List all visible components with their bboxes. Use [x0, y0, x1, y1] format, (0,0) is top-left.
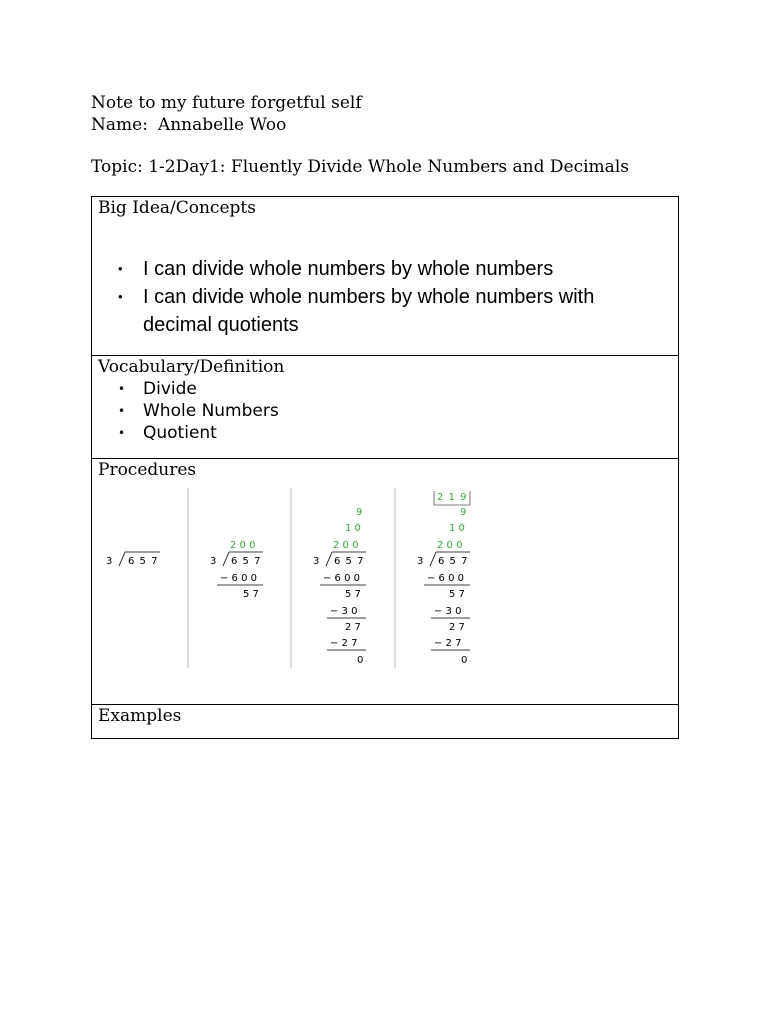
subtract-30: − 3 0 [434, 606, 462, 617]
dividend-text: 6 5 7 [438, 556, 469, 567]
subtract-30: − 3 0 [330, 606, 358, 617]
long-division-steps [98, 481, 678, 681]
subtract-600: − 6 0 0 [427, 573, 465, 584]
divisor-text: 3 [106, 556, 113, 567]
division-step-2 [210, 540, 263, 600]
notes-table [91, 196, 679, 739]
dividend-text: 6 5 7 [334, 556, 365, 567]
divisor-text: 3 [210, 556, 217, 567]
division-step-3 [313, 507, 366, 666]
remainder-27: 2 7 [345, 622, 361, 633]
topic-line: Topic: 1-2Day1: Fluently Divide Whole Numbers and Decimals [91, 157, 629, 177]
name-value: Annabelle Woo [157, 115, 287, 135]
divisor-text: 3 [417, 556, 424, 567]
note-line: Note to my future forgetful self [91, 93, 362, 113]
list-item: • I can divide whole numbers by whole numbers [98, 255, 672, 283]
remainder-57: 5 7 [449, 589, 465, 600]
partial-quotient-10: 1 0 [449, 523, 465, 534]
partial-quotient-9: 9 [460, 507, 467, 518]
list-item: • Divide [98, 378, 672, 400]
remainder-57: 5 7 [243, 589, 259, 600]
subtract-27: − 2 7 [434, 638, 462, 649]
procedures-cell [92, 459, 679, 705]
list-item: • Whole Numbers [98, 400, 672, 422]
vocabulary-list [98, 378, 672, 444]
name-line [91, 114, 286, 136]
list-item-text-cont: decimal quotients [143, 314, 299, 336]
dividend-text: 6 5 7 [128, 556, 159, 567]
examples-title: Examples [98, 706, 182, 726]
dividend-text: 6 5 7 [231, 556, 262, 567]
answer-219: 2 1 9 [437, 492, 468, 503]
partial-quotient-9: 9 [356, 507, 363, 518]
list-item-text: I can divide whole numbers by whole numbers with [143, 286, 595, 308]
list-item: • Quotient [98, 422, 672, 444]
subtract-27: − 2 7 [330, 638, 358, 649]
remainder-57: 5 7 [345, 589, 361, 600]
partial-quotient-10: 1 0 [345, 523, 361, 534]
name-label: Name: [91, 115, 148, 135]
vocabulary-cell [92, 356, 679, 459]
big-idea-list [98, 255, 672, 339]
partial-quotient-200: 2 0 0 [333, 540, 359, 551]
list-item [98, 283, 672, 339]
remainder-0: 0 [357, 655, 364, 666]
division-step-4 [417, 491, 470, 666]
subtract-600: − 6 0 0 [220, 573, 258, 584]
divisor-text: 3 [313, 556, 320, 567]
examples-cell [92, 705, 679, 739]
procedures-row [92, 459, 679, 705]
big-idea-cell [92, 197, 679, 356]
subtract-600: − 6 0 0 [323, 573, 361, 584]
remainder-0: 0 [461, 655, 468, 666]
procedures-title: Procedures [98, 460, 197, 480]
vocabulary-row [92, 356, 679, 459]
examples-row [92, 705, 679, 739]
big-idea-title: Big Idea/Concepts [98, 198, 256, 218]
remainder-27: 2 7 [449, 622, 465, 633]
partial-quotient-200: 2 0 0 [230, 540, 256, 551]
partial-quotient-200: 2 0 0 [437, 540, 463, 551]
big-idea-row [92, 197, 679, 356]
division-step-1 [106, 552, 160, 567]
procedures-figure [98, 481, 672, 681]
vocabulary-title: Vocabulary/Definition [98, 357, 285, 377]
